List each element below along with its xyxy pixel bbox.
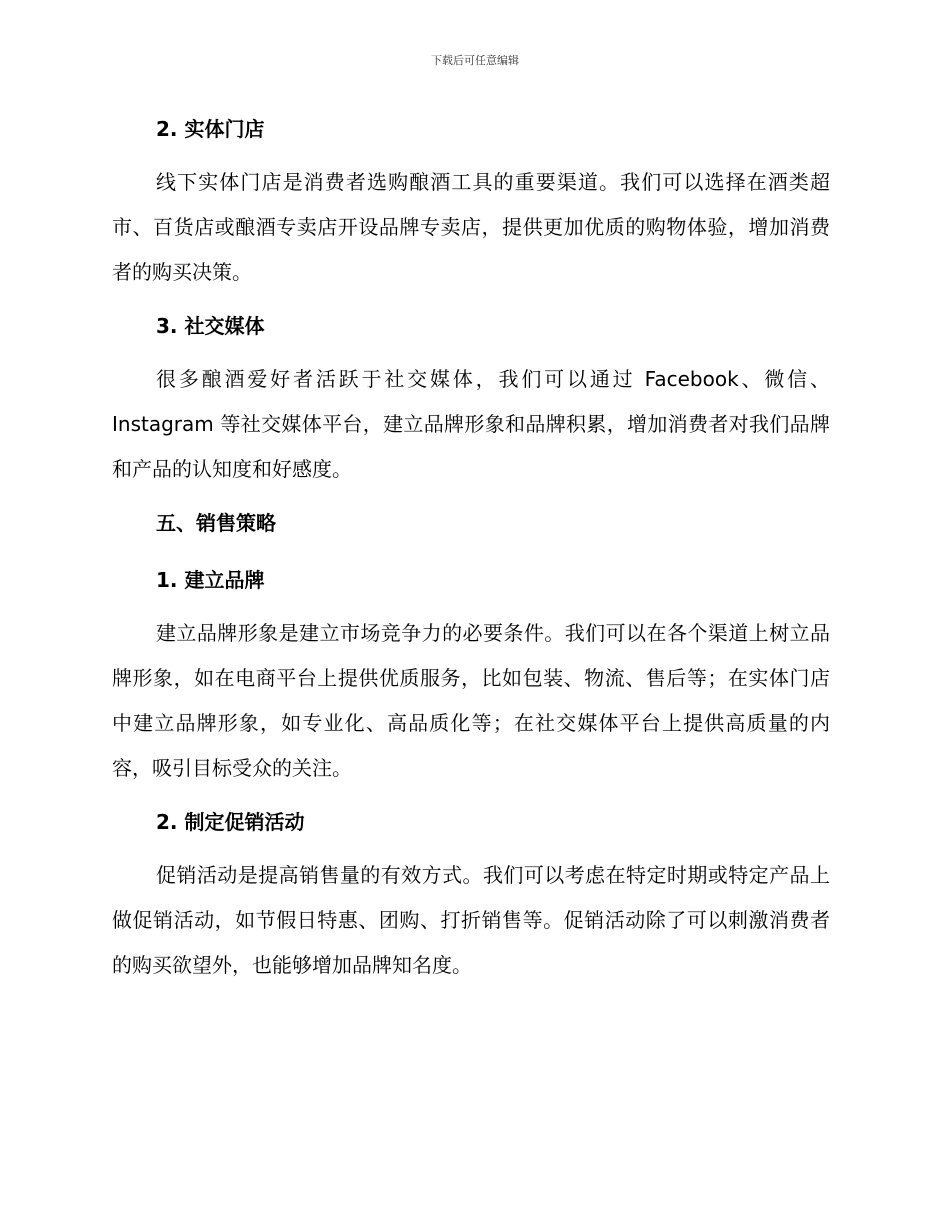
section-heading-physical-store: 2. 实体门店 <box>156 117 265 141</box>
paragraph-build-brand: 建立品牌形象是建立市场竞争力的必要条件。我们可以在各个渠道上树立品牌形象，如在电商平台上提供优质服务，比如包装、物流、售后等；在实体门店中建立品牌形象，如专业化、高品质化等；在社交媒体平台上提供高质量的内容，吸引目标受众的关注。 <box>112 621 830 780</box>
section-heading-social-media: 3. 社交媒体 <box>156 314 265 338</box>
paragraph-promotions: 促销活动是提高销售量的有效方式。我们可以考虑在特定时期或特定产品上做促销活动，如节假日特惠、团购、打折销售等。促销活动除了可以刺激消费者的购买欲望外，也能够增加品牌知名度。 <box>112 863 830 977</box>
chapter-heading-sales-strategy: 五、销售策略 <box>156 511 276 535</box>
section-heading-promotions: 2. 制定促销活动 <box>156 810 305 834</box>
document-body <box>112 112 830 988</box>
paragraph-physical-store: 线下实体门店是消费者选购酿酒工具的重要渠道。我们可以选择在酒类超市、百货店或酿酒专卖店开设品牌专卖店，提供更加优质的购物体验，增加消费者的购买决策。 <box>112 170 830 284</box>
paragraph-social-media: 很多酿酒爱好者活跃于社交媒体，我们可以通过 Facebook、微信、Instagram 等社交媒体平台，建立品牌形象和品牌积累，增加消费者对我们品牌和产品的认知度和好感度。 <box>112 367 830 481</box>
section-heading-build-brand: 1. 建立品牌 <box>156 568 265 592</box>
page-header: 下载后可任意编辑 <box>431 54 519 67</box>
